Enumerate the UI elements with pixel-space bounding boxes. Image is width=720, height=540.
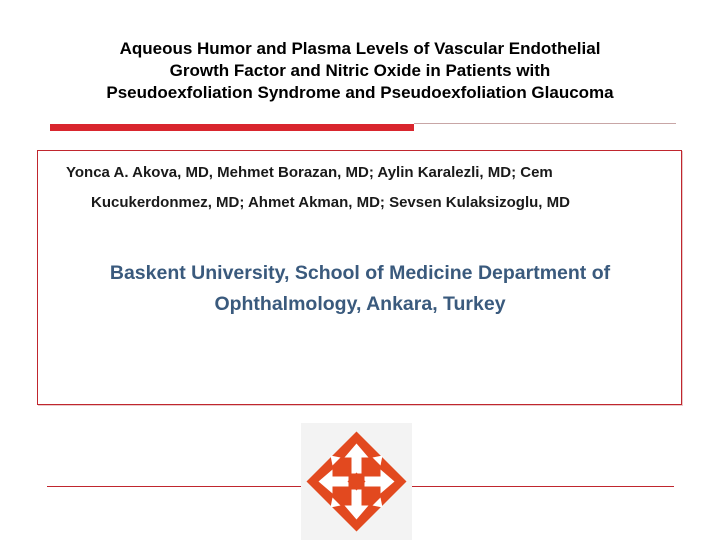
- footer-rule-right: [412, 486, 674, 487]
- baskent-university-logo-icon: [301, 423, 412, 540]
- title-line-2: Growth Factor and Nitric Oxide in Patients with: [169, 61, 551, 80]
- authors-line-2: Kucukerdonmez, MD; Ahmet Akman, MD; Sevsen Kulaksizoglu, MD: [91, 194, 570, 211]
- slide-title: [40, 38, 680, 104]
- title-line-1: Aqueous Humor and Plasma Levels of Vascular Endothelial: [119, 39, 601, 58]
- authors-line-1: Yonca A. Akova, MD, Mehmet Borazan, MD; Aylin Karalezli, MD; Cem: [66, 164, 553, 181]
- title-underline-thin: [414, 123, 676, 124]
- university-logo: [301, 423, 412, 540]
- affiliation-line-2: Ophthalmology, Ankara, Turkey: [214, 293, 506, 315]
- title-underline-thick: [50, 124, 414, 131]
- affiliation: [40, 258, 680, 320]
- affiliation-line-1: Baskent University, School of Medicine Department of: [109, 262, 611, 284]
- title-line-3: Pseudoexfoliation Syndrome and Pseudoexfoliation Glaucoma: [106, 83, 614, 102]
- footer-rule-left: [47, 486, 301, 487]
